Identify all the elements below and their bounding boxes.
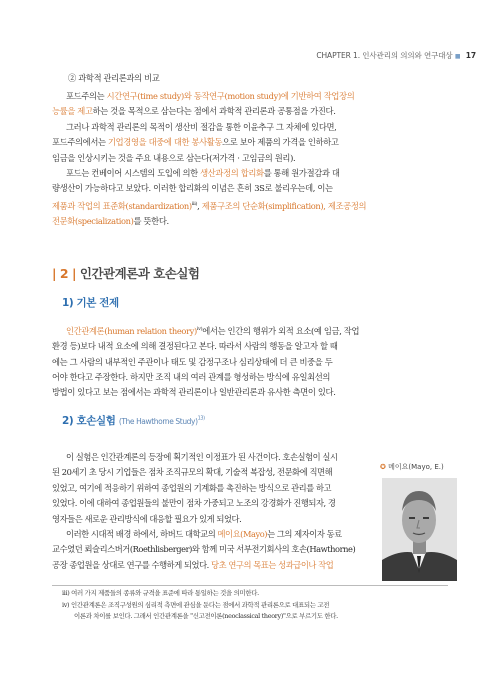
sub1-body	[52, 322, 359, 401]
footnote-rule	[52, 585, 448, 586]
text-line: 있었다. 이에 대하여 종업원들의 불만이 점차 가중되고 노조의 강경화가 진행되자, 경	[52, 498, 336, 509]
text-line: 포드주의에서는 기업경영을 대중에 대한 봉사활동으로 보아 제품의 가격을 인하하고	[52, 137, 339, 148]
text-line: 포드는 컨베이어 시스템의 도입에 의한 생산과정의 합리화를 통해 원가절감과 대	[66, 168, 340, 179]
text-line: 영자들은 새로운 관리방식에 대응할 필요가 있게 되었다.	[52, 513, 242, 524]
text-line: 에는 그 사람의 내부적인 주관이나 태도 및 감정구조나 심리상태에 더 큰 비중을 두	[52, 356, 333, 367]
subsection-title-1: 1) 기본 전제	[62, 297, 119, 309]
text-line: 그러나 과학적 관리론의 목적이 생산비 절감을 통한 이윤추구 그 자체에 있다면,	[66, 121, 337, 132]
text-line: 전문화(specialization)를 뜻한다.	[52, 216, 169, 227]
text-line: 능률을 제고하는 것을 목적으로 삼는다는 점에서 과학적 관리론과 공통점을 가진다.	[52, 106, 336, 117]
text-line: 제품과 작업의 표준화(standardization)$^{iii)}$, 제품구조의 단순화(simplification), 제조공정의	[52, 200, 367, 211]
page-number: 17	[465, 51, 476, 60]
photo-caption: ✪ 메이요(Mayo, E.)	[380, 463, 444, 471]
section-number: | 2 |	[52, 266, 77, 281]
subsection-title-2: 2) 호손실험 (The Hawthorne Study)$^{13)}$	[62, 415, 205, 427]
part2-title: ② 과학적 관리론과의 비교	[68, 73, 160, 83]
sub2-body	[52, 450, 355, 573]
text-line: 인간관계론(human relation theory)$^{iv)}$에서는 인간의 행위가 외적 요소(예 임금, 작업	[66, 325, 360, 336]
footnote-iv: iv) 인간관계론은 조직구성원의 심리적 측면에 관심을 둔다는 점에서 과학적 관리론으로 대표되는 고전	[62, 600, 330, 609]
text-line: 량생산이 가능하다고 보았다. 이러한 합리화의 이념은 흔히 3S로 불리우는데, 이는	[52, 183, 333, 194]
text-line: 된 20세기 초 당시 기업들은 점차 조직규모의 확대, 기술적 복잡성, 전문화에 직면해	[52, 467, 333, 478]
running-header	[316, 50, 476, 61]
text-line: 있었고, 여기에 적응하기 위하여 종업원의 기계화를 촉진하는 방식으로 관리를 하고	[52, 482, 332, 493]
chapter-title: CHAPTER 1. 인사관리의 의의와 연구대상	[316, 51, 453, 60]
text-line: 방법이 있다고 보는 점에서는 과학적 관리론이나 일반관리론과 유사한 측면이 있다.	[52, 387, 336, 398]
text-line: 공장 종업원을 상대로 연구를 수행하게 되었다. 당초 연구의 목표는 성과급이나 작업	[52, 559, 334, 570]
text-line: 임금을 인상시키는 것을 주요 내용으로 삼는다(저가격 · 고임금의 원리).	[52, 152, 296, 163]
section-heading	[52, 264, 200, 282]
header-separator: ■	[454, 53, 461, 60]
text-line: 교수였던 뢰슬리스버거(Roethlisberger)와 함께 미국 서부전기회사의 호손(Hawthorne)	[52, 544, 356, 555]
part2-body	[52, 89, 366, 229]
footnote-iii: iii) 여러 가지 제품들의 종류와 규격을 표준에 따라 통일하는 것을 의미한다.	[62, 589, 259, 597]
caption-marker: ✪	[380, 463, 386, 471]
section-title: 인간관계론과 호손실험	[79, 266, 200, 281]
footnotes	[62, 588, 338, 623]
text-line: 어야 한다고 주장한다. 하지만 조직 내의 여러 관계를 형성하는 방식에 유일최선의	[52, 371, 331, 382]
footnote-iv-cont: 이론과 차이를 보인다. 그래서 인간관계론을 "신고전이론(neoclassical theory)"으로 부르기도 한다.	[74, 612, 338, 620]
text-line: 이 실험은 인간관계론의 등장에 획기적인 이정표가 된 사건이다. 호손실험이 실시	[66, 452, 338, 462]
text-line: 이러한 시대적 배경 하에서, 하버드 대학교의 메이요(Mayo)는 그의 제자이자 동료	[66, 529, 342, 540]
mayo-portrait	[382, 478, 457, 581]
text-line: 포드주의는 시간연구(time study)와 동작연구(motion study)에 기반하여 작업장의	[66, 91, 355, 101]
text-line: 환경 등)보다 내적 요소에 의해 결정된다고 본다. 따라서 사람의 행동을 알고자 할 때	[52, 341, 338, 352]
